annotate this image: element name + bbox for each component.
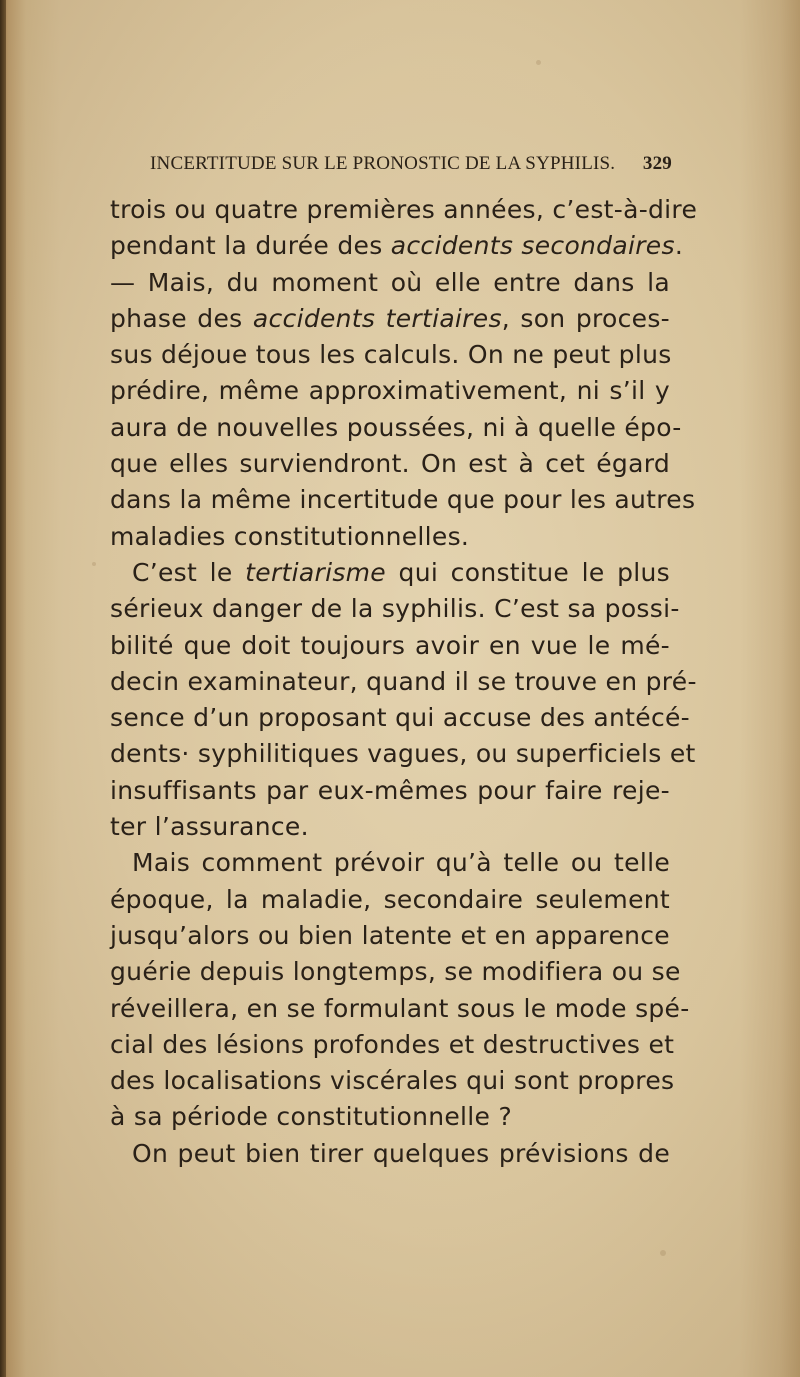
text-line: aura de nouvelles poussées, ni à quelle épo- (110, 412, 682, 442)
text-line: réveillera, en se formulant sous le mode spé- (110, 993, 690, 1023)
text-line: dents· syphilitiques vagues, ou superficiels et (110, 739, 696, 769)
text-line: sérieux danger de la syphilis. C’est sa possi- (110, 594, 680, 624)
paper-spot (660, 1250, 666, 1256)
text-line: trois ou quatre premières années, c’est-à-dire (110, 195, 698, 224)
text-line: sus déjoue tous les calculs. On ne peut plus (110, 340, 672, 370)
running-header (150, 153, 672, 183)
text-line: à sa période constitutionnelle ? (110, 1102, 513, 1132)
text-line: — Mais, du moment où elle entre dans la (110, 267, 670, 297)
page-number: 329 (642, 153, 672, 174)
text-line: insuffisants par eux-mêmes pour faire reje- (110, 775, 670, 805)
text-line: pendant la durée des accidents secondaires. (110, 231, 684, 261)
running-title: INCERTITUDE SUR LE PRONOSTIC DE LA SYPHILIS. (150, 153, 616, 174)
text-line: prédire, même approximativement, ni s’il y (110, 376, 670, 406)
text-line: des localisations viscérales qui sont propres (110, 1066, 675, 1096)
text-line: C’est le tertiarisme qui constitue le plus (132, 557, 670, 587)
text-line: bilité que doit toujours avoir en vue le mé- (110, 630, 670, 660)
text-line: ter l’assurance. (110, 812, 309, 842)
italic-term: accidents tertiaires (252, 303, 502, 333)
text-line: sence d’un proposant qui accuse des antécé- (110, 703, 691, 733)
body-text (110, 192, 698, 1172)
text-line: guérie depuis longtemps, se modifiera ou se (110, 957, 681, 987)
text-line: Mais comment prévoir qu’à telle ou telle (132, 848, 670, 878)
paper-spot (536, 60, 541, 65)
italic-term: accidents secondaires (390, 231, 675, 261)
text-line: On peut bien tirer quelques prévisions de (132, 1138, 670, 1168)
text-line: époque, la maladie, secondaire seulement (110, 884, 670, 914)
paper-spot (92, 562, 96, 566)
binding-edge (0, 0, 6, 1377)
text-line: jusqu’alors ou bien latente et en apparence (110, 920, 670, 950)
text-line: que elles surviendront. On est à cet égard (110, 449, 670, 479)
text-line: dans la même incertitude que pour les autres (110, 485, 696, 515)
italic-term: tertiarisme (245, 557, 386, 587)
text-line: maladies constitutionnelles. (110, 521, 470, 551)
text-line: decin examinateur, quand il se trouve en pré- (110, 666, 697, 696)
text-line: cial des lésions profondes et destructives et (110, 1029, 675, 1059)
text-line: phase des accidents tertiaires, son proces- (110, 303, 670, 333)
